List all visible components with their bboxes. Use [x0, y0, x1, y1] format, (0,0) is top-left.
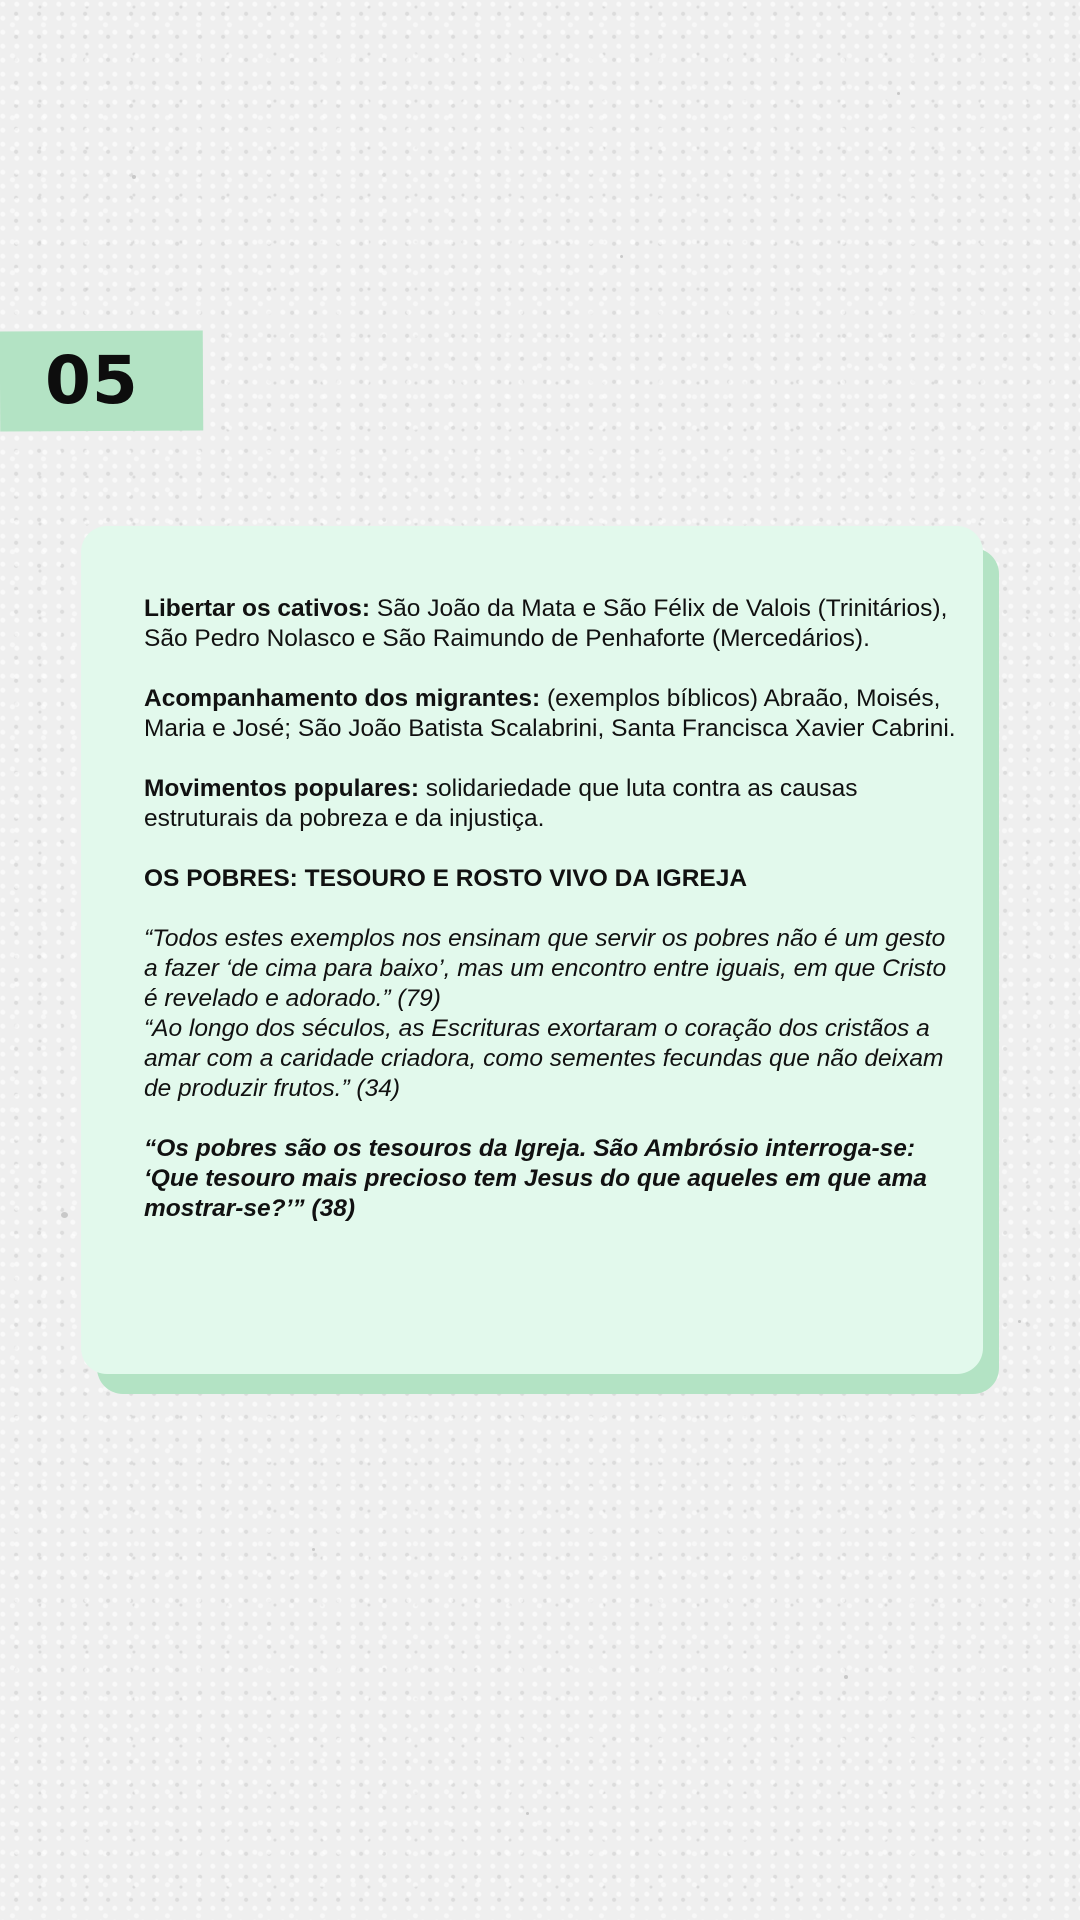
- section-migrantes: [144, 684, 956, 744]
- section-text: (exemplos bíblicos) Abraão, Moisés, Maria e José; São João Batista Scalabrini, Santa Francisca Xavier Cabrini.: [144, 685, 956, 742]
- texture-speck: [526, 1812, 529, 1815]
- closing-quote: “Os pobres são os tesouros da Igreja. São Ambrósio interroga-se: ‘Que tesouro mais precioso tem Jesus do que aqueles em que ama mostrar-se?’” (38): [144, 1135, 927, 1222]
- texture-speck: [1018, 1320, 1021, 1323]
- section-heading: OS POBRES: TESOURO E ROSTO VIVO DA IGREJA: [144, 865, 748, 892]
- section-movimentos: [144, 774, 956, 834]
- section-label: Acompanhamento dos migrantes:: [144, 685, 541, 712]
- quote-34: “Ao longo dos séculos, as Escrituras exortaram o coração dos cristãos a amar com a caridade criadora, como sementes fecundas que não deixam de produzir frutos.” (34): [144, 1015, 944, 1102]
- texture-speck: [620, 255, 623, 258]
- texture-speck: [132, 175, 136, 179]
- quote-79: “Todos estes exemplos nos ensinam que servir os pobres não é um gesto a fazer ‘de cima para baixo’, mas um encontro entre iguais, em que Cristo é revelado e adorado.” (79): [144, 925, 947, 1012]
- section-libertar: [144, 594, 956, 654]
- texture-speck: [897, 92, 900, 95]
- texture-speck: [61, 1212, 68, 1218]
- section-text: São João da Mata e São Félix de Valois (Trinitários), São Pedro Nolasco e São Raimundo de Penhaforte (Mercedários).: [144, 595, 948, 652]
- section-label: Movimentos populares:: [144, 775, 419, 802]
- section-text: solidariedade que luta contra as causas estruturais da pobreza e da injustiça.: [144, 775, 858, 832]
- card-content: [144, 594, 956, 1224]
- texture-speck: [312, 1548, 315, 1551]
- section-label: Libertar os cativos:: [144, 595, 371, 622]
- page-number: 05: [45, 342, 139, 419]
- texture-speck: [844, 1675, 848, 1679]
